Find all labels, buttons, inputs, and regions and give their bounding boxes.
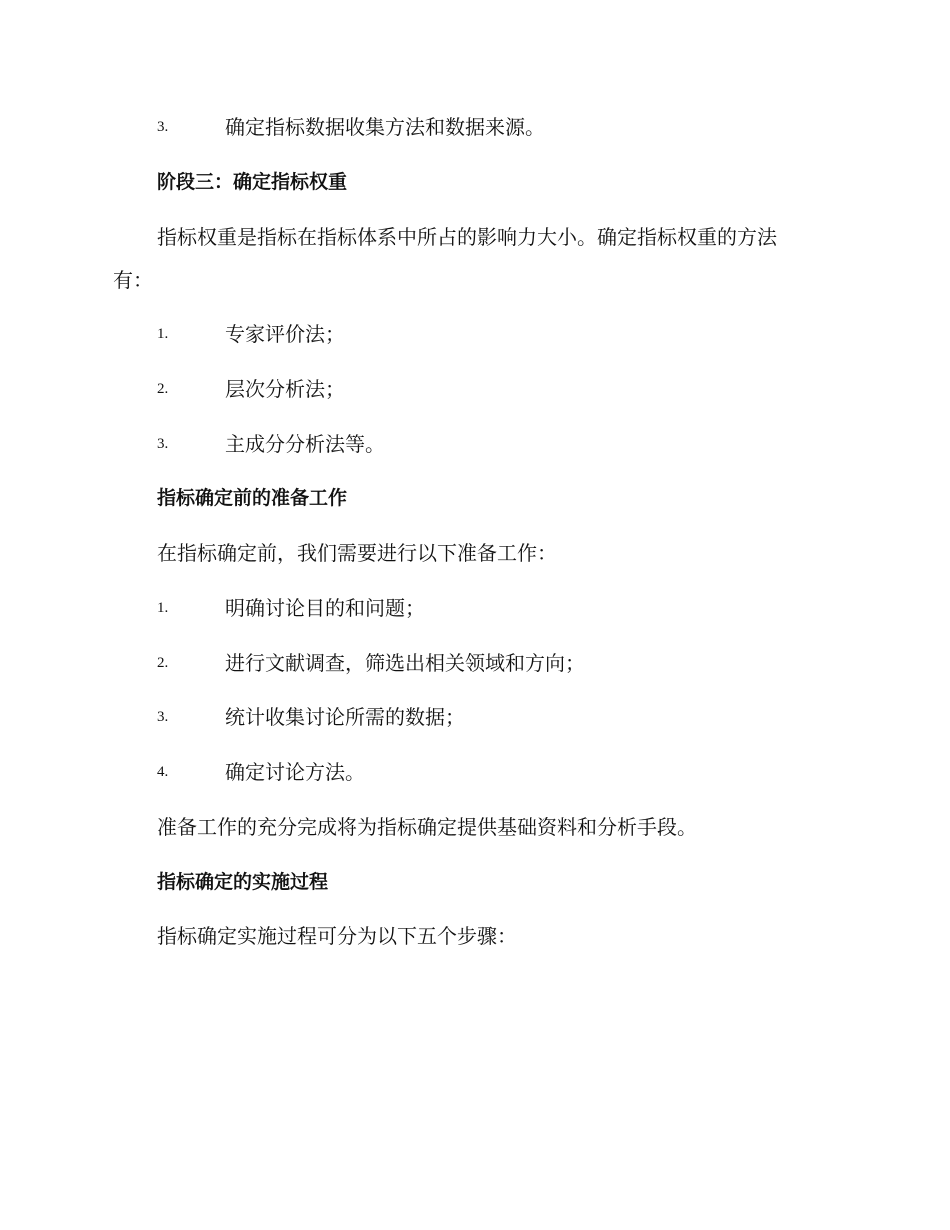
list-item	[0, 428, 950, 460]
list-number: 3.	[157, 119, 169, 135]
list-item	[0, 373, 950, 405]
list-number: 3.	[157, 436, 169, 452]
list-number: 1.	[157, 326, 169, 342]
preparation-intro: 在指标确定前，我们需要进行以下准备工作：	[157, 541, 557, 565]
paragraph-line	[0, 221, 950, 253]
paragraph-line	[0, 811, 950, 843]
list-item-text: 明确讨论目的和问题；	[225, 596, 425, 620]
list-item	[0, 111, 950, 143]
paragraph-line	[0, 920, 950, 952]
list-number: 2.	[157, 655, 169, 671]
list-item-text: 进行文献调查，筛选出相关领域和方向；	[225, 651, 585, 675]
list-item	[0, 701, 950, 733]
implementation-heading: 指标确定的实施过程	[157, 871, 329, 893]
preparation-heading: 指标确定前的准备工作	[157, 487, 348, 509]
section-heading-row	[0, 166, 950, 198]
list-item	[0, 318, 950, 350]
list-item-text: 专家评价法；	[225, 322, 345, 346]
stage3-paragraph-line2: 有：	[113, 268, 153, 292]
list-item-text: 层次分析法；	[225, 377, 345, 401]
preparation-conclusion: 准备工作的充分完成将为指标确定提供基础资料和分析手段。	[157, 815, 697, 839]
list-number: 2.	[157, 381, 169, 397]
list-number: 1.	[157, 600, 169, 616]
list-item	[0, 647, 950, 679]
paragraph-line	[0, 264, 950, 296]
list-number: 3.	[157, 709, 169, 725]
list-item-text: 统计收集讨论所需的数据；	[225, 705, 465, 729]
list-number: 4.	[157, 764, 169, 780]
list-item-text: 确定讨论方法。	[225, 760, 365, 784]
list-item	[0, 756, 950, 788]
stage3-heading: 阶段三：确定指标权重	[157, 171, 348, 193]
stage3-paragraph-line1: 指标权重是指标在指标体系中所占的影响力大小。确定指标权重的方法	[157, 225, 777, 249]
section-heading-row	[0, 482, 950, 514]
implementation-intro: 指标确定实施过程可分为以下五个步骤：	[157, 924, 517, 948]
paragraph-line	[0, 537, 950, 569]
list-item	[0, 592, 950, 624]
section-heading-row	[0, 866, 950, 898]
list-item-text: 确定指标数据收集方法和数据来源。	[225, 115, 545, 139]
list-item-text: 主成分分析法等。	[225, 432, 385, 456]
